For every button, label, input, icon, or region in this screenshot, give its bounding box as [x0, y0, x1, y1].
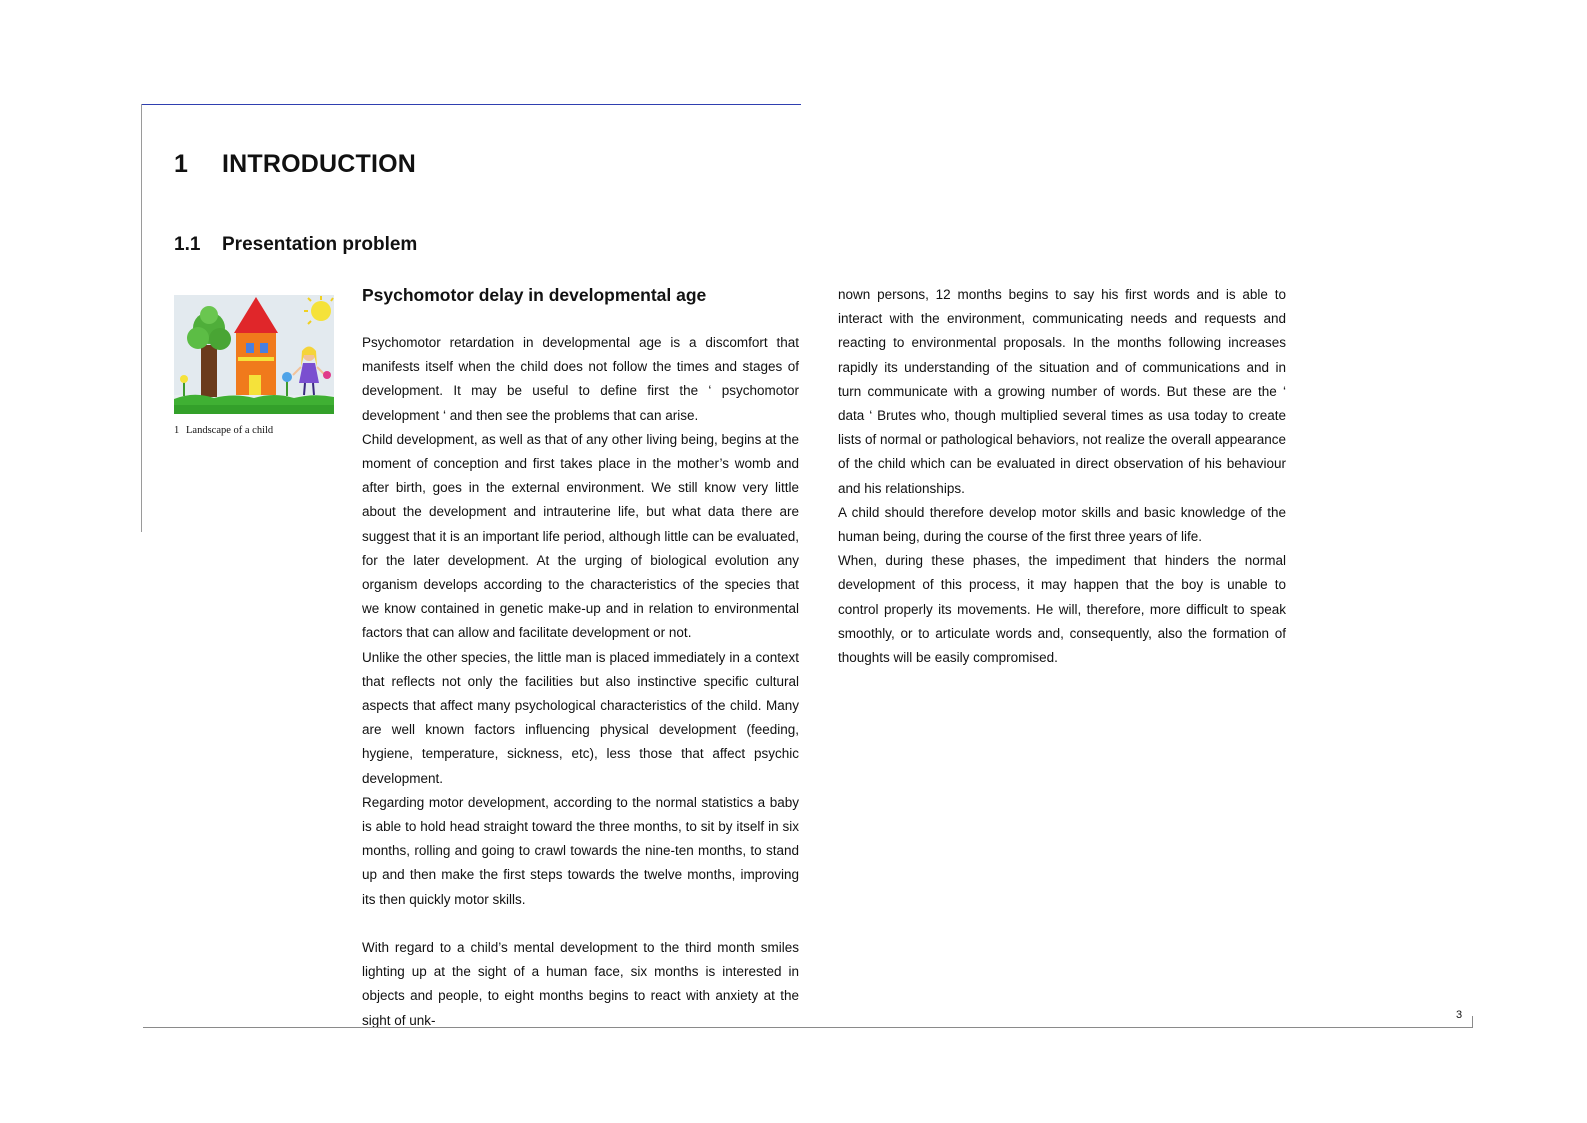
paragraph: A child should therefore develop motor skills and basic knowledge of the human being, during the course of the first three years of life. [838, 504, 1286, 545]
paragraph-gap [362, 912, 799, 936]
article-subheading: Psychomotor delay in developmental age [362, 285, 707, 305]
chapter-title: INTRODUCTION [222, 150, 417, 178]
text-column-2 [838, 283, 1286, 670]
child-drawing-figure [174, 295, 334, 414]
section-heading [174, 234, 417, 256]
page-number: 3 [1456, 1009, 1463, 1021]
section-number: 1.1 [174, 234, 201, 255]
paragraph: Unlike the other species, the little man is placed immediately in a context that reflects not only the facilities but also instinctive specific cultural aspects that affect many psychological characteristics of the child. Many are well known factors influencing physical development (feeding, hygiene, temperature, sickness, etc), less those that affect psychic development. [362, 649, 799, 786]
paragraph: nown persons, 12 months begins to say his first words and is able to interact with the environment, communicating needs and requests and reacting to environmental proposals. In the months following increases rapidly its understanding of the situation and of communications and in turn communicate with a growing number of words. But these are the ‘ data ‘ Brutes who, though multiplied several times as usa today to create lists of normal or pathological behaviors, not realize the overall appearance of the child which can be evaluated in direct observation of his behaviour and his relationships. [838, 287, 1287, 496]
text-column-1 [362, 283, 799, 1033]
paragraph: Child development, as well as that of any other living being, begins at the moment of conception and first takes place in the mother’s womb and after birth, goes in the external environment. We still know very little about the development and intrauterine life, but what data there are suggest that it is an important life period, although little can be evaluated, for the later development. At the urging of biological evolution any organism develops according to the characteristics of the species that we know contained in genetic make-up and in relation to environmental factors that can allow and facilitate development or not. [362, 431, 799, 641]
chapter-number: 1 [174, 150, 189, 178]
top-rule [141, 104, 801, 105]
paragraph: Regarding motor development, according to the normal statistics a baby is able to hold head straight toward the three months, to sit by itself in six months, rolling and going to crawl towards the nine-ten months, to stand up and then make the first steps towards the twelve months, improving its then quickly motor skills. [362, 794, 799, 907]
chapter-heading [174, 150, 416, 179]
caption-number: 1 [174, 425, 180, 436]
paragraph: When, during these phases, the impediment that hinders the normal development of this process, it may happen that the boy is unable to control properly its movements. He will, therefore, more difficult to speak smoothly, or to articulate words and, consequently, also the formation of thoughts will be easily compromised. [838, 553, 1286, 666]
caption-text: Landscape of a child [186, 425, 274, 436]
child-drawing-image [174, 295, 334, 414]
figure-caption [174, 425, 273, 436]
left-rule [141, 104, 142, 532]
paragraph: Psychomotor retardation in developmental age is a discomfort that manifests itself when the child does not follow the times and stages of development. It may be useful to define first the ‘ psychomotor development ‘ and then see the problems that can arise. [362, 335, 799, 423]
corner-tick [1472, 1016, 1473, 1027]
bottom-rule [143, 1027, 1473, 1028]
paragraph: With regard to a child’s mental development to the third month smiles lighting up at the sight of a human face, six months is interested in objects and people, to eight months begins to react with anxiety at the sight of unk- [362, 940, 799, 1028]
section-title: Presentation problem [222, 234, 418, 255]
